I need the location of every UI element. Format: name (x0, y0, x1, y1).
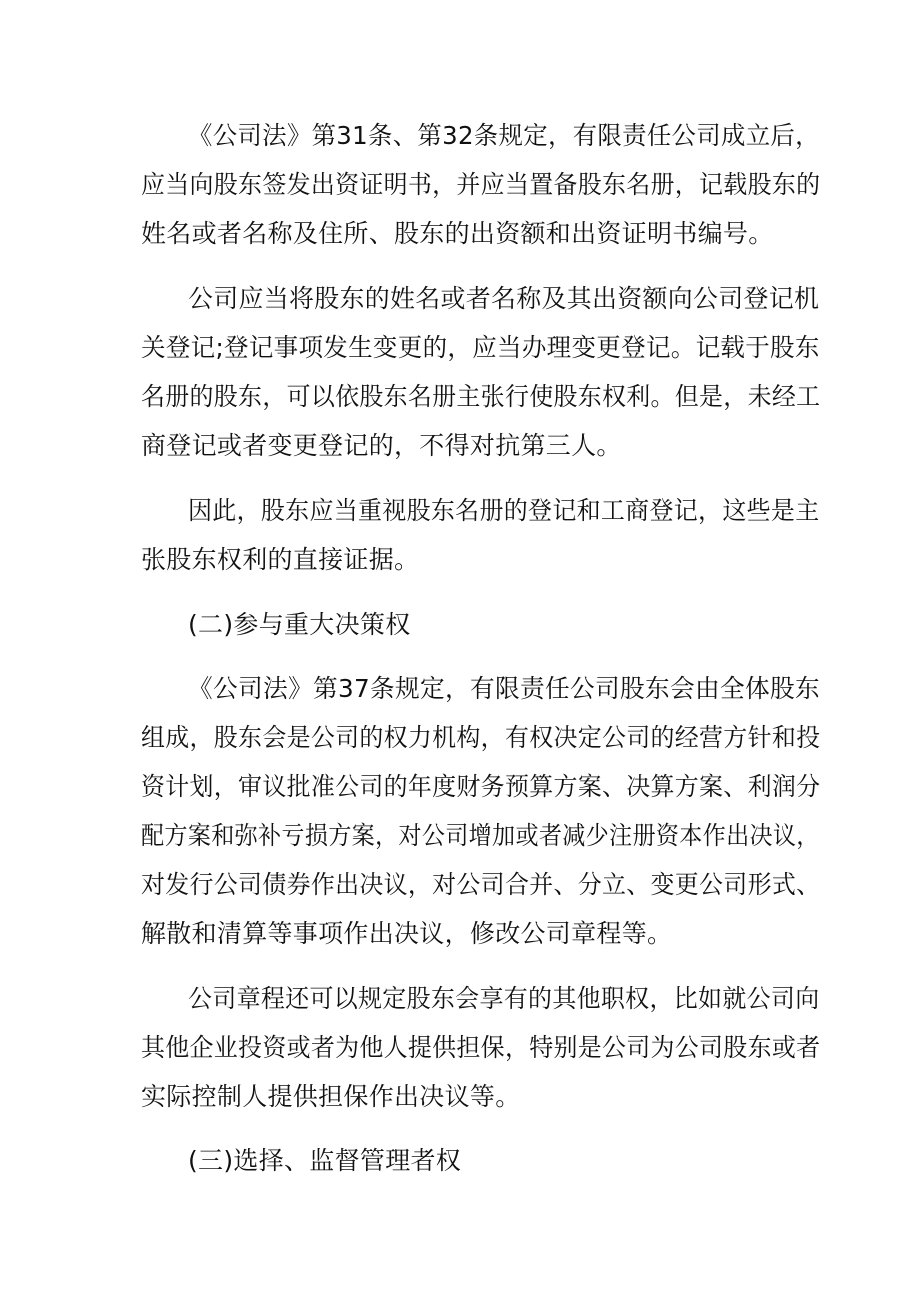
paragraph-6-line-2: 其他企业投资或者为他人提供担保，特别是公司为公司股东或者 (141, 1033, 821, 1062)
paragraph-5-line-4: 配方案和弥补亏损方案，对公司增加或者减少注册资本作出决议， (141, 821, 820, 850)
paragraph-2-line-1: 公司应当将股东的姓名或者名称及其出资额向公司登记机 (188, 284, 820, 313)
paragraph-5-line-6: 解散和清算等事项作出决议，修改公司章程等。 (141, 919, 673, 948)
paragraph-1-line-3: 姓名或者名称及住所、股东的出资额和出资证明书编号。 (141, 219, 774, 248)
paragraph-5-line-1: 《公司法》第37条规定，有限责任公司股东会由全体股东 (188, 674, 820, 703)
paragraph-5-line-2: 组成，股东会是公司的权力机构，有权决定公司的经营方针和投 (141, 723, 821, 752)
paragraph-1-line-1: 《公司法》第31条、第32条规定，有限责任公司成立后， (188, 121, 820, 150)
paragraph-2-line-3: 名册的股东，可以依股东名册主张行使股东权利。但是，未经工 (141, 382, 821, 411)
paragraph-3-line-2: 张股东权利的直接证据。 (141, 545, 420, 574)
paragraph-5-line-3: 资计划，审议批准公司的年度财务预算方案、决算方案、利润分 (141, 772, 821, 801)
section-heading-3: (三)选择、监督管理者权 (188, 1146, 462, 1175)
section-heading-2: (二)参与重大决策权 (188, 610, 411, 639)
paragraph-3-line-1: 因此，股东应当重视股东名册的登记和工商登记，这些是主 (188, 496, 820, 525)
paragraph-5-line-5: 对发行公司债券作出决议，对公司合并、分立、变更公司形式、 (141, 870, 821, 899)
paragraph-2-line-2: 关登记;登记事项发生变更的，应当办理变更登记。记载于股东 (141, 333, 820, 362)
paragraph-1-line-2: 应当向股东签发出资证明书，并应当置备股东名册，记载股东的 (141, 170, 821, 199)
paragraph-6-line-3: 实际控制人提供担保作出决议等。 (141, 1082, 521, 1111)
paragraph-2-line-4: 商登记或者变更登记的，不得对抗第三人。 (141, 431, 622, 460)
paragraph-6-line-1: 公司章程还可以规定股东会享有的其他职权，比如就公司向 (188, 984, 820, 1013)
